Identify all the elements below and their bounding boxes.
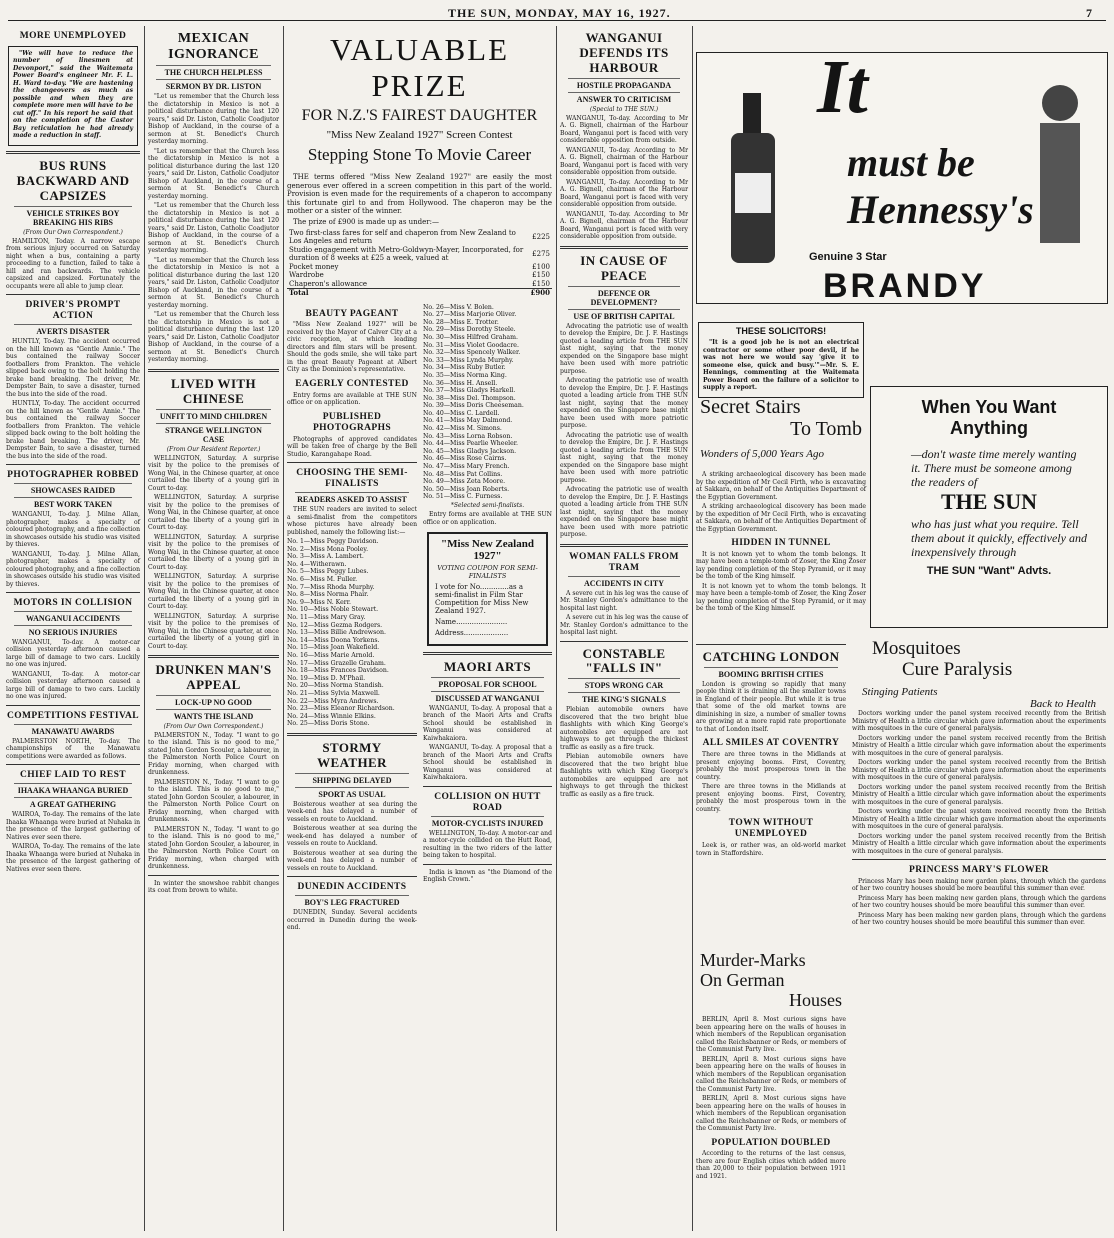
coupon-address-field[interactable]: Address.................... — [435, 629, 509, 637]
feature-title: Cure Paralysis — [902, 659, 1013, 680]
story-text: WAIROA, To-day. The remains of the late Ihaaka Whaanga were buried at Nuhaka in the presence of the largest gathering of Natives ever seen there. — [6, 811, 140, 841]
story-text: London is growing so rapidly that many people think it is draining all the smaller towns in England of their people. But while it is true that some of the old market towns are diminishing in size, a number of smaller towns are growing at a more rapid rate proportionate to that of London itself. — [696, 680, 846, 733]
headline: MAORI ARTS — [444, 659, 531, 674]
headline: DUNEDIN ACCIDENTS — [297, 882, 407, 893]
page-number: 7 — [1086, 6, 1092, 20]
catching-london-story — [696, 640, 846, 940]
coupon-vote-line[interactable]: I vote for No.............as a semi-finalist in Film Star Competition for Miss New Zealand 1927. — [435, 583, 529, 615]
prize-headline: VALUABLE PRIZE — [329, 32, 510, 103]
candidate-item: No. 3—Miss A. Lambert. — [287, 553, 364, 561]
subhead: SERMON BY DR. LISTON — [156, 79, 271, 91]
subhead: NO SERIOUS INJURIES — [14, 625, 132, 637]
candidate-item: No. 28—Miss E. Trotter. — [423, 318, 499, 326]
candidate-item: No. 11—Miss Mary Gray. — [287, 614, 366, 622]
story-text: "Let us remember that the Church less the dictatorship in Mexico is not a political disturbance during the last 120 years," said Dr. Liston, Catholic Coadjutor Bishop of Auckland, in the course of a sermon at St. Benedict's Church yesterday morning. — [148, 147, 279, 200]
story-text: WELLINGTON, Saturday. A surprise visit by the police to the premises of Wong Wai, in the Chinese quarter, at once curtailed the liberty of a young girl in Court to-day. — [148, 533, 279, 571]
story-text: WANGANUI, To-day. According to Mr A. G. Bignell, chairman of the Harbour Board, Wanganui port is faced with very considerable opposition from outside. — [560, 146, 688, 177]
story-text: HUNTLY, To-day. The accident occurred on the hill known as "Gentle Annie." The bus contained the railway Soccer footballers from Frankton. The vehicle slipped back owing to the bolt holding the brake band breaking. The driver, Mr. Dempster Bain, to save a disaster, turned the bus into the side of the road. — [6, 400, 140, 460]
story-text: The prize of £900 is made up as under:— — [293, 217, 440, 226]
headline: COLLISION ON HUTT ROAD — [434, 791, 541, 813]
prize-amount: £225 — [532, 232, 550, 241]
subhead: IHAAKA WHAANGA BURIED — [14, 783, 132, 795]
story-text: WANGANUI, To-day. According to Mr A. G. Bignell, chairman of the Harbour Board, Wanganui port is faced with very considerable opposition from outside. — [560, 178, 688, 209]
candidate-item: No. 27—Miss Marjorie Oliver. — [423, 311, 517, 319]
story-text: PALMERSTON N., Today. "I want to go to the island. This is no good to me," stated John Gordon Scouler, a labourer, in the Palmerston North Police Court on Friday morning, when charged with drunkenness. — [148, 778, 279, 824]
candidate-item: No. 21—Miss Sylvia Maxwell. — [287, 689, 380, 697]
story-text: Boisterous weather at sea during the week-end has delayed a number of vessels en route to Auckland. — [287, 849, 417, 872]
prize-item: Studio engagement with Metro-Goldwyn-Mayer, Incorporated, for duration of 8 weeks at £25 a week, valued at — [289, 245, 524, 263]
story-text: "Miss New Zealand 1927" will be received by the Mayor of Calver City at a civic reception, at which leading directors and film stars will be present. Should the gods smile, she will take part in the great Beauty Pageant at Albert City as the Dominion's representative. — [287, 321, 417, 374]
story-text: A striking archaeological discovery has been made by the expedition of Mr Cecil Firth, who is excavating at Sakkara, on behalf of the Antiquities Department of the Egyptian Government. — [696, 503, 866, 533]
story-text: According to the returns of the last census, there are four English cities which added more than 20,000 to their population between 1911 and 1921. — [696, 1150, 846, 1180]
story-text: In winter the snowshoe rabbit changes its coat from brown to white. — [148, 879, 279, 895]
story-text: Doctors working under the panel system received recently from the British Ministry of Health a little circular which gave information about the experiments with mosquitoes in the cure of general paralysis. — [852, 832, 1106, 855]
ad-body: who has just what you require. Tell them about it quickly, effectively and inexpensively through — [911, 517, 1087, 559]
prize-subhead-3: Stepping Stone To Movie Career — [307, 145, 532, 164]
column-1 — [6, 26, 140, 1231]
subhead: ACCIDENTS IN CITY — [568, 576, 680, 588]
ad-headline: When You Want — [921, 397, 1057, 417]
story-text: Plebian automobile owners have discovered that the two bright blue flashlights with which King George's automobiles are equipped are not highways to get through the thickest traffic as easily as a fire truck. — [560, 706, 688, 751]
candidate-item: No. 18—Miss Frances Davidson. — [287, 667, 389, 675]
story-text: Advocating the patriotic use of wealth to develop the Empire, Dr. J. F. Hastings quoted a leading article from THE SUN last night, saying that the money expended on the Singapore base might have been used with more patriotic purpose. — [560, 377, 688, 430]
prize-amount: £275 — [532, 249, 550, 258]
story-text: THE terms offered "Miss New Zealand 1927" are easily the most generous ever offered in a screen competition in this part of the world. Provision is even made for the requirements of a chaperon to accompany this fortunate girl to and from Hollywood. The chaperon may be the mother or a sister of the winner. — [287, 173, 552, 216]
coupon-name-field[interactable]: Name....................... — [435, 618, 508, 626]
box-title: THESE SOLICITORS! — [735, 326, 827, 336]
candidate-item: No. 2—Miss Mona Pooley. — [287, 545, 369, 553]
candidate-list — [287, 538, 417, 728]
prize-subhead: FOR N.Z.'S FAIREST DAUGHTER — [301, 107, 538, 124]
story-text: HUNTLY, To-day. The accident occurred on the hill known as "Gentle Annie." The bus contained the railway Soccer footballers from Frankton. The vehicle slipped back owing to the bolt holding the brake band breaking. The driver, Mr. Dempster Bain, to save a disaster, turned the bus into the side of the road. — [6, 338, 140, 398]
subhead: BOY'S LEG FRACTURED — [295, 895, 409, 907]
headline: PRINCESS MARY'S FLOWER — [909, 865, 1049, 875]
bottle-illustration — [705, 83, 815, 273]
candidate-item: No. 24—Miss Winnie Elkins. — [287, 712, 376, 720]
story-text: Entry forms are available at THE SUN office or on application. — [287, 391, 417, 407]
candidate-item: No. 40—Miss C. Lardell. — [423, 409, 500, 417]
headline: DRUNKEN MAN'S APPEAL — [155, 662, 272, 692]
story-text: Princess Mary has been making new garden plans, through which the gardens of her two country houses should be more beautiful this summer than ever. — [852, 877, 1106, 893]
byline: (From Our Own Correspondent.) — [23, 228, 123, 236]
candidate-item: No. 9—Miss N. Kerr. — [287, 598, 351, 606]
candidate-item: No. 49—Miss Zeta Moore. — [423, 478, 506, 486]
subhead: ANSWER TO CRITICISM — [568, 92, 680, 104]
subhead: HOSTILE PROPAGANDA — [568, 78, 680, 90]
column-4 — [560, 26, 688, 1231]
story-text: WELLINGTON, To-day. A motor-car and a motor-cycle collided on the Hutt Road, resulting in the two riders of the latter being taken to hospital. — [423, 829, 552, 860]
prize-row — [287, 271, 552, 280]
feature-title: To Tomb — [790, 418, 862, 440]
story-text: Princess Mary has been making new garden plans, through which the gardens of her two country houses should be more beautiful this summer than ever. — [852, 911, 1106, 927]
masthead-title: THE SUN, MONDAY, MAY 16, 1927. — [448, 6, 671, 20]
headline: EAGERLY CONTESTED — [295, 378, 409, 389]
story-text: "We will have to reduce the number of linesmen at Devonport," said the Waitemata Power Board's engineer Mr. F. L. H. Ward to-day. "We are hastening the changeovers as much as possible and when they are complete more men will have to be cut off." In his report he said that on the completion of the Castor Bay reticulation he had already made a reduction in staff. — [13, 49, 133, 140]
headline: STORMY WEATHER — [317, 739, 387, 770]
headline: BEAUTY PAGEANT — [305, 308, 399, 319]
candidate-item: No. 50—Miss Joan Roberts. — [423, 485, 510, 493]
story-text: DUNEDIN, Sunday. Several accidents occurred in Dunedin during the week-end. — [287, 909, 417, 932]
subhead: WANTS THE ISLAND — [156, 709, 271, 721]
feature-title: On German — [700, 970, 785, 990]
prize-item: Two first-class fares for self and chaperon from New Zealand to Los Angeles and return — [289, 228, 516, 246]
column-rule — [556, 26, 557, 1231]
headline: PHOTOGRAPHER ROBBED — [7, 470, 139, 481]
story-text: Advocating the patriotic use of wealth to develop the Empire, Dr. J. F. Hastings quoted a leading article from THE SUN last night, saying that the money expended on the Singapore base might have been used with more patriotic purpose. — [560, 486, 688, 539]
story-text: WANGANUI, To-day. A proposal that a branch of the Maori Arts and Crafts School should be established in Wanganui was considered at Kaiwhakaiora. — [423, 744, 552, 782]
ad-genuine: Genuine 3 Star — [809, 251, 887, 263]
story-text: PALMERSTON N., Today. "I want to go to the island. This is no good to me," stated John Gordon Scouler, a labourer, in the Palmerston North Police Court on Friday morning, when charged with drunkenness. — [148, 825, 279, 871]
candidate-item: No. 23—Miss Eleanor Richardson. — [287, 705, 395, 713]
story-text: There are three towns in the Midlands at present enjoying booms. First, Coventry, probably the most prosperous town in the country. — [696, 751, 846, 781]
subheading: POPULATION DOUBLED — [711, 1137, 831, 1148]
prize-subhead-2: "Miss New Zealand 1927" Screen Contest — [326, 129, 513, 141]
story-text: Advocating the patriotic use of wealth to develop the Empire, Dr. J. F. Hastings quoted a leading article from THE SUN last night, saying that the money expended on the Singapore base might have been used with more patriotic purpose. — [560, 431, 688, 484]
prize-total-amount: £900 — [530, 288, 550, 298]
candidate-item: No. 25—Miss Doris Stone. — [287, 720, 370, 728]
headline: PUBLISHED PHOTOGRAPHS — [312, 411, 392, 433]
story-text: Doctors working under the panel system received recently from the British Ministry of Health a little circular which gave information about the experiments with mosquitoes in the cure of general paralysis. — [852, 734, 1106, 757]
prize-row — [287, 280, 552, 289]
subhead: VEHICLE STRIKES BOY BREAKING HIS RIBS — [14, 206, 132, 227]
subhead: THE CHURCH HELPLESS — [156, 65, 271, 77]
candidate-item: No. 17—Miss Grazelle Graham. — [287, 659, 386, 667]
candidate-item: No. 44—Miss Pearlie Wheeler. — [423, 440, 518, 448]
candidate-item: No. 7—Miss Rhoda Murphy. — [287, 583, 375, 591]
headline: CONSTABLE "FALLS IN" — [582, 645, 666, 676]
story-text: WAIROA, To-day. The remains of the late Ihaaka Whaanga were buried at Nuhaka in the presence of the largest gathering of Natives ever seen there. — [6, 843, 140, 873]
subhead: THE KING'S SIGNALS — [568, 692, 680, 704]
headline: WANGANUI DEFENDS ITS HARBOUR — [579, 30, 669, 75]
candidate-item: No. 5—Miss Peggy Lubes. — [287, 568, 369, 576]
candidate-item: No. 20—Miss Norma Standish. — [287, 682, 384, 690]
candidate-item: No. 19—Miss D. M'Phail. — [287, 674, 366, 682]
headline: BUS RUNS BACKWARD AND CAPSIZES — [16, 157, 130, 203]
headline: MEXICAN IGNORANCE — [168, 31, 259, 63]
story-text: WANGANUI, To-day. According to Mr A. G. Bignell, chairman of the Harbour Board, Wanganui port is faced with very considerable opposition from outside. — [560, 114, 688, 145]
ad-brandy: BRANDY — [823, 267, 987, 305]
story-text: WANGANUI, To-day. A proposal that a branch of the Maori Arts and Crafts School should be established in Wanganui was considered at Kaiwhakaiora. — [423, 704, 552, 742]
story-text: Doctors working under the panel system received recently from the British Ministry of Health a little circular which gave information about the experiments with mosquitoes in the cure of general paralysis. — [852, 783, 1106, 806]
byline: (Special to THE SUN.) — [589, 105, 659, 113]
story-text: WELLINGTON, Saturday. A surprise visit by the police to the premises of Wong Wai, in the Chinese quarter, at once curtailed the liberty of a young girl in Court to-day. — [148, 494, 279, 532]
story-text: Plebian automobile owners have discovered that the two bright blue flashlights with which King George's automobiles are equipped are not highways to get through the thickest traffic as easily as a fire truck. — [560, 753, 688, 798]
subhead: DEFENCE OR DEVELOPMENT? — [568, 286, 680, 307]
prize-amount: £150 — [532, 271, 550, 280]
candidate-item: No. 31—Miss Violet Goodacre. — [423, 341, 519, 349]
story-text: "It is a good job he is not an electrical contractor or some other poor devil, if he was not here we would say 'give it to someone else, quick and busy.'"—Mr. S. E. Hennings, commenting at the Waitemata Power Board on the failure of a solicitor to supply a report. — [703, 339, 859, 391]
prize-row — [287, 246, 552, 263]
story-text: A severe cut in his leg was the cause of Mr. Stanley Gordon's admittance to the hospital last night. — [560, 614, 688, 637]
candidate-item: No. 6—Miss M. Fuller. — [287, 576, 358, 584]
coupon-title: "Miss New Zealand 1927" — [441, 538, 534, 562]
story-text: Doctors working under the panel system received recently from the British Ministry of Health a little circular which gave information about the experiments with mosquitoes in the cure of general paralysis. — [852, 710, 1106, 732]
candidate-item: No. 46—Miss Rose Cairns. — [423, 455, 507, 463]
prize-left-subcol — [287, 304, 417, 934]
headline: MORE UNEMPLOYED — [19, 31, 127, 41]
candidate-item: No. 30—Miss Hilfred Graham. — [423, 333, 518, 341]
candidate-item: No. 34—Miss Ruby Butler. — [423, 364, 506, 372]
column-rule — [692, 26, 693, 1231]
headline: LIVED WITH CHINESE — [170, 375, 257, 406]
subhead: STRANGE WELLINGTON CASE — [156, 423, 271, 444]
story-text: Photographs of approved candidates will be taken free of charge by the Bell Studio, Karangahape Road. — [287, 435, 417, 458]
candidate-item: No. 8—Miss Norma Phair. — [287, 591, 369, 599]
story-text: WELLINGTON, Saturday. A surprise visit by the police to the premises of Wong Wai, in the Chinese quarter, at once curtailed the liberty of a young girl in Court to-day. — [148, 454, 279, 492]
coupon-subtitle: VOTING COUPON FOR SEMI-FINALISTS — [437, 564, 538, 580]
subhead: WANGANUI ACCIDENTS — [14, 611, 132, 623]
candidate-item: No. 41—Miss May Dalmond. — [423, 417, 513, 425]
prize-total-label: Total — [287, 289, 529, 298]
story-text: Doctors working under the panel system received recently from the British Ministry of Health a little circular which gave information about the experiments with mosquitoes in the cure of general paralysis. — [852, 759, 1106, 781]
story-text: It is not known yet to whom the tomb belongs. It may have been a temple-tomb of Zoser, the King Zoser lay pending completion of the Step Pyramid, or it may be the tomb of the King himself. — [696, 550, 866, 581]
subhead: A GREAT GATHERING — [14, 797, 132, 809]
story-text: PALMERSTON NORTH, To-day. The championships of the Manawatu competitions were awarded as follows. — [6, 737, 140, 760]
story-text: WANGANUI, To-day. J. Milne Allan, photographer, makes a specialty of coloured photography, and a fine collection in showcases outside his studio was visited by thieves. — [6, 511, 140, 548]
story-text: It is not known yet to whom the tomb belongs. It may have been a temple-tomb of Zoser, the King Zoser lay pending completion of the Step Pyramid, or it may be the tomb of the King himself. — [696, 582, 866, 613]
subhead: PROPOSAL FOR SCHOOL — [431, 677, 544, 689]
subheading: HIDDEN IN TUNNEL — [731, 538, 831, 548]
prize-row — [287, 263, 552, 272]
feature-subtitle: Wonders of 5,000 Years Ago — [700, 448, 824, 460]
candidate-item: No. 47—Miss Mary French. — [423, 463, 510, 471]
story-text: WANGANUI, To-day. A motor-car collision yesterday afternoon caused a large bill of damage to two cars. Luckily no one was injured. — [6, 670, 140, 701]
story-text: Leek is, or rather was, an old-world market town in Staffordshire. — [696, 842, 846, 857]
subhead: USE OF BRITISH CAPITAL — [568, 309, 680, 321]
subheading: TOWN WITHOUT UNEMPLOYED — [728, 818, 814, 840]
column-rule — [283, 26, 284, 1231]
ad-body: —don't waste time merely wanting it. There must be someone among the readers of — [911, 447, 1077, 489]
ad-footer: THE SUN "Want" Advts. — [926, 565, 1052, 577]
masthead — [8, 6, 1106, 21]
subhead: MANAWATU AWARDS — [14, 724, 132, 736]
story-text: HAMILTON, Today. A narrow escape from serious injury occurred on Saturday night when a bus, containing a party proceeding to a function, failed to take a hill and ran backwards. The vehicle capsized and capsized. Fortunately the occupants were all able to jump clear. — [6, 237, 140, 290]
candidate-item: No. 43—Miss Lorna Robson. — [423, 432, 513, 440]
boxed-story — [8, 46, 138, 146]
prize-amount: £100 — [532, 262, 550, 271]
candidate-item: No. 13—Miss Billie Andrewson. — [287, 629, 386, 637]
story-text: India is known as "the Diamond of the English Crown." — [423, 868, 552, 884]
story-text: Boisterous weather at sea during the week-end has delayed a number of vessels en route to Auckland. — [287, 800, 417, 823]
feature-subtitle: Back to Health — [1030, 698, 1096, 710]
prize-item: Chaperon's allowance — [289, 279, 368, 288]
candidate-item: No. 4—Witherawn. — [287, 560, 347, 568]
story-text: "Let us remember that the Church less the dictatorship in Mexico is not a political disturbance during the last 120 years," said Dr. Liston, Catholic Coadjutor Bishop of Auckland, in the course of a sermon at St. Benedict's Church yesterday morning. — [148, 311, 279, 364]
subhead: DISCUSSED AT WANGANUI — [431, 691, 544, 703]
story-text: BERLIN, April 8. Most curious signs have been appearing here on the walls of houses in which members of the Republican organisation called the Reichsbanner or Reds, or members of the Communist Party live. — [696, 1095, 846, 1132]
headline: CATCHING LONDON — [702, 649, 840, 664]
column-3-prize-story — [287, 26, 552, 1231]
candidate-item: No. 29—Miss Dorothy Steele. — [423, 326, 516, 334]
story-text: WELLINGTON, Saturday. A surprise visit by the police to the premises of Wong Wai, in the Chinese quarter, at once curtailed the liberty of a young girl in Court to-day. — [148, 612, 279, 650]
candidate-item: No. 33—Miss Lynda Murphy. — [423, 356, 514, 364]
candidate-item: No. 26—Miss V. Bolen. — [423, 303, 494, 311]
subhead: SHIPPING DELAYED — [295, 773, 409, 785]
feature-subtitle: Stinging Patients — [862, 686, 938, 698]
prize-amount: £150 — [532, 279, 550, 288]
candidate-item: No. 48—Miss Pat Collins. — [423, 470, 503, 478]
secret-stairs-story — [696, 390, 866, 635]
story-text: There are three towns in the Midlands at present enjoying booms. First, Coventry, probably the most prosperous town in the country. — [696, 783, 846, 813]
headline: COMPETITIONS FESTIVAL — [6, 710, 140, 721]
byline: (From Our Resident Reporter.) — [166, 445, 261, 453]
subhead: AVERTS DISASTER — [14, 324, 132, 336]
subhead: BOOMING BRITISH CITIES — [704, 667, 838, 679]
story-text: Boisterous weather at sea during the week-end has delayed a number of vessels en route to Auckland. — [287, 825, 417, 848]
prize-right-subcol — [423, 304, 552, 934]
subhead: LOCK-UP NO GOOD — [156, 695, 271, 707]
candidate-item: No. 15—Miss Joan Wakefield. — [287, 644, 380, 652]
subhead: STOPS WRONG CAR — [568, 678, 680, 690]
candidate-item: No. 38—Miss Del. Thompson. — [423, 394, 516, 402]
column-rule — [144, 26, 145, 1231]
feature-title: Houses — [789, 990, 842, 1010]
subhead: MOTOR-CYCLISTS INJURED — [431, 816, 544, 828]
story-text: BERLIN, April 8. Most curious signs have been appearing here on the walls of houses in which members of the Republican organisation called the Reichsbanner or Reds, or members of the Communist Party live. — [696, 1016, 846, 1053]
candidate-item: No. 14—Miss Doona Yorkens. — [287, 636, 380, 644]
prize-row — [287, 229, 552, 246]
ad-sun-logo: THE SUN — [941, 489, 1037, 514]
candidate-item: No. 39—Miss Doris Cheeseman. — [423, 402, 524, 410]
ad-tagline: must be Hennessy's — [847, 140, 1034, 232]
prize-table — [287, 229, 552, 298]
story-text: WANGANUI, To-day. According to Mr A. G. Bignell, chairman of the Harbour Board, Wanganui port is faced with very considerable opposition from outside. — [560, 210, 688, 241]
subhead: BEST WORK TAKEN — [14, 497, 132, 509]
candidate-item: No. 35—Miss Norma King. — [423, 371, 507, 379]
story-text: A striking archaeological discovery has been made by the expedition of Mr Cecil Firth, who is excavating at Sakkara, on behalf of the Antiquities Department of the Egyptian Government. — [696, 471, 866, 501]
subhead: SPORT AS USUAL — [295, 787, 409, 799]
murder-marks-story — [696, 944, 846, 1231]
candidate-list — [423, 304, 552, 501]
subhead: SHOWCASES RAIDED — [14, 483, 132, 495]
candidate-item: No. 1—Miss Peggy Davidson. — [287, 538, 379, 546]
voting-coupon[interactable] — [427, 532, 548, 646]
headline: IN CAUSE OF PEACE — [580, 252, 668, 283]
headline: MOTORS IN COLLISION — [13, 598, 133, 608]
solicitors-box — [696, 318, 866, 391]
story-text: THE SUN readers are invited to select a semi-finalist from the competitors whose pictures have already been published, namely the following list:— — [287, 506, 417, 536]
story-text: "Let us remember that the Church less the dictatorship in Mexico is not a political disturbance during the last 120 years," said Dr. Liston, Catholic Coadjutor Bishop of Auckland, in the course of a sermon at St. Benedict's Church yesterday morning. — [148, 93, 279, 146]
mosquitoes-story — [852, 632, 1106, 1231]
candidate-item: No. 12—Miss Gezma Rodgers. — [287, 621, 383, 629]
prize-item: Wardrobe — [289, 271, 324, 280]
ad-headline: Anything — [950, 418, 1028, 438]
story-text: A severe cut in his leg was the cause of Mr. Stanley Gordon's admittance to the hospital last night. — [560, 589, 688, 612]
story-text: "Let us remember that the Church less the dictatorship in Mexico is not a political disturbance during the last 120 years," said Dr. Liston, Catholic Coadjutor Bishop of Auckland, in the course of a sermon at St. Benedict's Church yesterday morning. — [148, 256, 279, 309]
candidate-item: No. 32—Miss Spencely Walker. — [423, 349, 521, 357]
headline: WOMAN FALLS FROM TRAM — [569, 551, 679, 573]
subheading: ALL SMILES AT COVENTRY — [702, 738, 840, 749]
story-text: Entry forms are available at THE SUN office or on application. — [423, 511, 552, 526]
feature-title: Murder-Marks — [700, 950, 806, 970]
story-text: Princess Mary has been making new garden plans, through which the gardens of her two country houses should be more beautiful this summer than ever. — [852, 894, 1106, 910]
candidate-item: No. 51—Miss C. Furness. — [423, 493, 503, 501]
story-text: WANGANUI, To-day. A motor-car collision yesterday afternoon caused a large bill of damage to two cars. Luckily no one was injured. — [6, 638, 140, 669]
candidate-item: No. 10—Miss Noble Stewart. — [287, 606, 379, 614]
story-text: WANGANUI, To-day. J. Milne Allan, photographer, makes a specialty of coloured photography, and a fine collection in showcases outside his studio was visited by thieves. — [6, 550, 140, 588]
feature-title: Mosquitoes — [872, 638, 961, 659]
hennessy-advertisement — [696, 45, 1108, 305]
feature-title: Secret Stairs — [700, 396, 801, 418]
story-text: PALMERSTON N., Today. "I want to go to the island. This is no good to me," stated John Gordon Scouler, a labourer, in the Palmerston North Police Court on Friday morning, when charged with drunkenness. — [148, 731, 279, 777]
prize-item: Pocket money — [289, 262, 339, 271]
headline: CHIEF LAID TO REST — [19, 770, 126, 781]
candidate-item: No. 16—Miss Marie Arnold. — [287, 652, 375, 659]
headline: DRIVER'S PROMPT ACTION — [25, 300, 121, 322]
story-text: "Let us remember that the Church less the dictatorship in Mexico is not a political disturbance during the last 120 years," said Dr. Liston, Catholic Coadjutor Bishop of Auckland, in the course of a sermon at St. Benedict's Church yesterday morning. — [148, 202, 279, 255]
candidate-item: No. 37—Miss Gladys Harkell. — [423, 387, 516, 395]
selected-note: *Selected semi-finalists. — [450, 502, 525, 509]
sun-want-advertisement — [870, 386, 1108, 628]
byline: (From Our Own Correspondent.) — [163, 722, 264, 730]
subhead: UNFIT TO MIND CHILDREN — [156, 409, 271, 421]
story-text: Advocating the patriotic use of wealth to develop the Empire, Dr. J. F. Hastings quoted a leading article from THE SUN last night, saying that the money expended on the Singapore base might have been used with more patriotic purpose. — [560, 322, 688, 375]
ad-headline: It — [817, 45, 868, 129]
story-text: BERLIN, April 8. Most curious signs have been appearing here on the walls of houses in which members of the Republican organisation called the Reichsbanner or Reds, or members of the Communist Party live. — [696, 1055, 846, 1093]
candidate-item: No. 42—Miss M. Simons. — [423, 425, 502, 433]
story-text: WELLINGTON, Saturday. A surprise visit by the police to the premises of Wong Wai, in the Chinese quarter, at once curtailed the liberty of a young girl in Court to-day. — [148, 573, 279, 611]
candidate-item: No. 36—Miss H. Ansell. — [423, 379, 498, 387]
candidate-item: No. 22—Miss Myra Andrews. — [287, 697, 379, 705]
headline: CHOOSING THE SEMI-FINALISTS — [296, 468, 408, 490]
subhead: READERS ASKED TO ASSIST — [295, 492, 409, 504]
candidate-item: No. 45—Miss Gladys Jackson. — [423, 447, 517, 455]
story-text: Doctors working under the panel system received recently from the British Ministry of Health a little circular which gave information about the experiments with mosquitoes in the cure of general paralysis. — [852, 808, 1106, 830]
column-2 — [148, 26, 279, 1231]
